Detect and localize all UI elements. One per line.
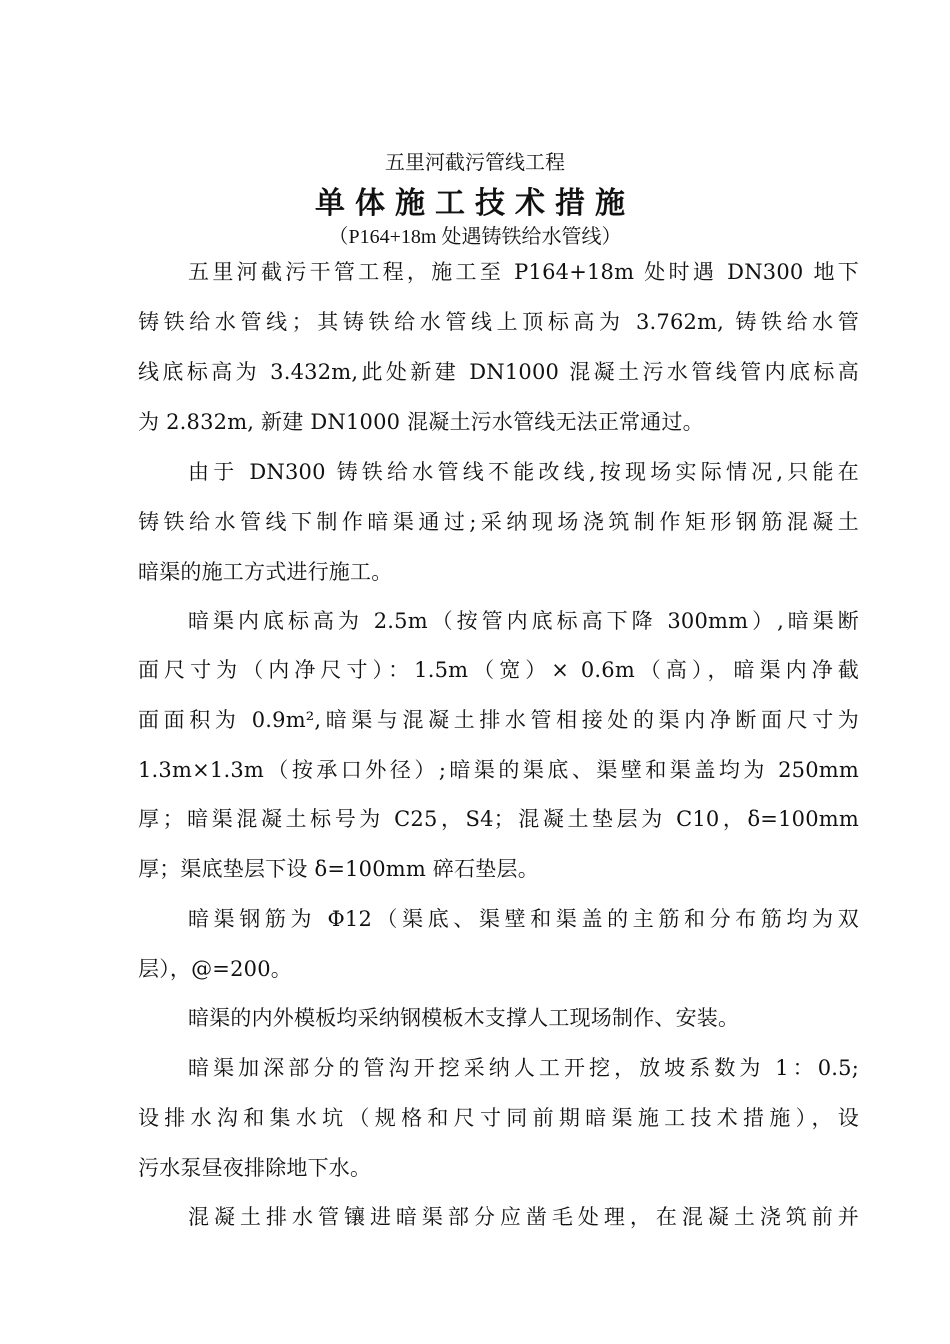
page-subtitle: （P164+18m 处遇铸铁给水管线）: [328, 226, 622, 248]
paragraph-line: 线底标高为 3.432m,此处新建 DN1000 混凝土污水管线管内底标高: [138, 360, 859, 384]
paragraph-line: 混凝土排水管镶进暗渠部分应凿毛处理，在混凝土浇筑前并: [188, 1205, 859, 1229]
paragraph-line: 铸铁给水管线下制作暗渠通过;采纳现场浇筑制作矩形钢筋混凝土: [138, 510, 859, 534]
paragraph-line: 厚；暗渠混凝土标号为 C25，S4；混凝土垫层为 C10，δ=100mm: [138, 807, 859, 831]
paragraph-line: 由于 DN300 铸铁给水管线不能改线,按现场实际情况,只能在: [188, 460, 859, 484]
paragraph-line: 厚；渠底垫层下设 δ=100mm 碎石垫层。: [138, 857, 539, 881]
paragraph-line: 五里河截污干管工程，施工至 P164+18m 处时遇 DN300 地下: [188, 260, 859, 284]
paragraph-line: 铸铁给水管线；其铸铁给水管线上顶标高为 3.762m, 铸铁给水管: [138, 310, 859, 334]
project-name: 五里河截污管线工程: [385, 152, 565, 174]
paragraph-line: 暗渠的施工方式进行施工。: [138, 560, 393, 584]
paragraph-line: 设排水沟和集水坑（规格和尺寸同前期暗渠施工技术措施），设: [138, 1106, 859, 1130]
paragraph-line: 1.3m×1.3m（按承口外径）;暗渠的渠底、渠壁和渠盖均为 250mm: [138, 758, 859, 782]
paragraph-line: 层），@=200。: [138, 957, 292, 981]
paragraph-line: 暗渠的内外模板均采纳钢模板木支撑人工现场制作、安装。: [188, 1006, 740, 1030]
paragraph-line: 面尺寸为（内净尺寸）：1.5m（宽）× 0.6m（高），暗渠内净截: [138, 658, 859, 682]
paragraph-line: 暗渠内底标高为 2.5m（按管内底标高下降 300mm）,暗渠断: [188, 609, 859, 633]
paragraph-line: 为 2.832m, 新建 DN1000 混凝土污水管线无法正常通过。: [138, 410, 704, 434]
page-title: 单体施工技术措施: [315, 186, 635, 221]
paragraph-line: 暗渠加深部分的管沟开挖采纳人工开挖，放坡系数为 1：0.5;: [188, 1056, 859, 1080]
paragraph-line: 面面积为 0.9m²,暗渠与混凝土排水管相接处的渠内净断面尺寸为: [138, 708, 859, 732]
paragraph-line: 暗渠钢筋为 Φ12（渠底、渠壁和渠盖的主筋和分布筋均为双: [188, 907, 859, 931]
paragraph-line: 污水泵昼夜排除地下水。: [138, 1156, 372, 1180]
